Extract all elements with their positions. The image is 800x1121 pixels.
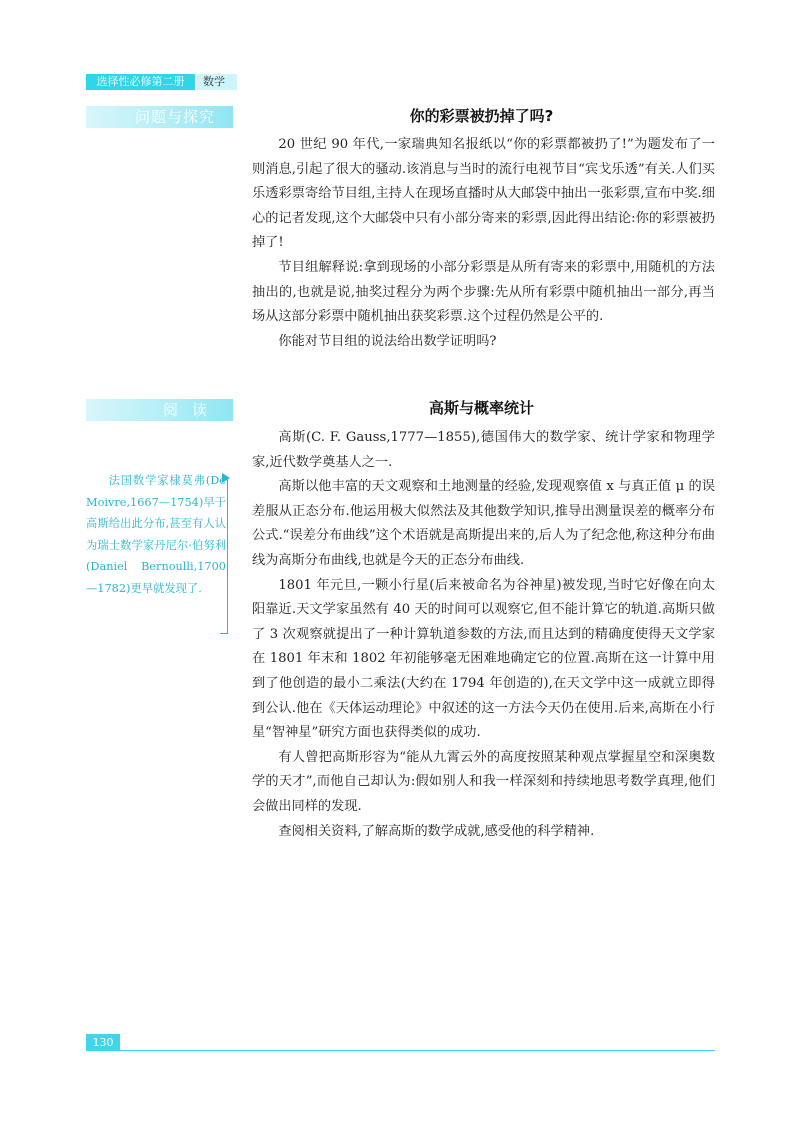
section-title-lottery: 你的彩票被扔掉了吗?	[409, 107, 554, 125]
section-label-inquiry: 问题与探究	[86, 106, 233, 128]
paragraph: 节目组解释说:拿到现场的小部分彩票是从所有寄来的彩票中,用随机的方法抽出的,也就是说,抽奖过程分为两个步骤:先从所有彩票中随机抽出一部分,再当场从这部分彩票中随机抽出获奖彩票.这个过程仍然是公平的.	[252, 259, 715, 325]
paragraph: 你能对节目组的说法给出数学证明吗?	[278, 333, 497, 349]
paragraph: 1801 年元旦,一颗小行星(后来被命名为谷神星)被发现,当时它好像在向太阳靠近.天文学家虽然有 40 天的时间可以观察它,但不能计算它的轨道.高斯只做了 3 次观察就提出了一种计算轨道参数的方法,而且达到的精确度使得天文学家在 1801 年末和 1802 年初能够毫无困难地确定它的位置.高斯在这一计算中用到了他创造的最小二乘法(大约在 1794 年创造的),在天文学中这一成就立即得到公认.他在《天体运动理论》中叙述的这一方法今天仍在使用.后来,高斯在小行星“智神星”研究方面也获得类似的成功.	[252, 577, 715, 741]
side-note-bracket	[220, 478, 228, 634]
subject-tab: 数学	[197, 74, 237, 90]
section-label-reading: 阅读	[86, 399, 233, 421]
side-note: 法国数学家棣莫弗(De Moivre,1667—1754)早于高斯给出此分布,甚至有人认为瑞士数学家丹尼尔·伯努利(Daniel Bernoulli,1700—1782)更早就发现了.	[86, 474, 226, 595]
section-title-gauss: 高斯与概率统计	[428, 399, 534, 417]
page-number: 130	[86, 1034, 120, 1051]
side-note-arrow-icon	[222, 473, 230, 483]
footer-rule	[120, 1050, 715, 1051]
paragraph: 高斯(C. F. Gauss,1777—1855),德国伟大的数学家、统计学家和物理学家,近代数学奠基人之一.	[252, 430, 715, 470]
paragraph: 有人曾把高斯形容为“能从九霄云外的高度按照某种观点掌握星空和深奥数学的天才”,而他自己却认为:假如别人和我一样深刻和持续地思考数学真理,他们会做出同样的发现.	[252, 749, 715, 814]
book-title-tab: 选择性必修第二册	[86, 74, 195, 90]
paragraph: 查阅相关资料,了解高斯的数学成就,感受他的科学精神.	[278, 823, 595, 839]
paragraph: 20 世纪 90 年代,一家瑞典知名报纸以“你的彩票都被扔了!”为题发布了一则消息,引起了很大的骚动.该消息与当时的流行电视节目“宾戈乐透”有关.人们买乐透彩票寄给节目组,主持人在现场直播时从大邮袋中抽出一张彩票,宣布中奖.细心的记者发现,这个大邮袋中只有小部分寄来的彩票,因此得出结论:你的彩票被扔掉了!	[252, 137, 715, 251]
paragraph: 高斯以他丰富的天文观察和土地测量的经验,发现观察值 x 与真正值 μ 的误差服从正态分布.他运用极大似然法及其他数学知识,推导出测量误差的概率分布公式.“误差分布曲线”这个术语就是高斯提出来的,后人为了纪念他,称这种分布曲线为高斯分布曲线,也就是今天的正态分布曲线.	[252, 479, 715, 568]
section-body-lottery	[252, 133, 715, 354]
section-body-gauss	[252, 426, 715, 844]
